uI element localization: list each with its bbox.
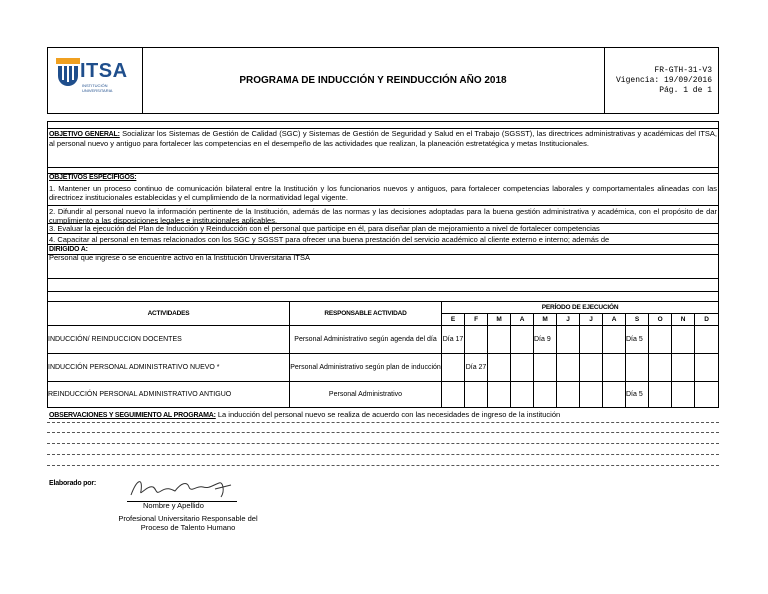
nombre-apellido: Nombre y Apellido <box>143 501 204 510</box>
activities-table <box>47 301 719 408</box>
month-cell <box>603 326 626 354</box>
border-left <box>47 121 48 301</box>
month-cell <box>603 382 626 408</box>
responsable-cell: Personal Administrativo según agenda del día <box>290 326 442 354</box>
col-actividades: ACTIVIDADES <box>48 302 290 326</box>
logo-subtext: INSTITUCIÓN UNIVERSITARIA <box>82 83 113 93</box>
month-header: N <box>672 314 695 326</box>
month-header: M <box>488 314 511 326</box>
objetivo-especifico-3: 3. Evaluar la ejecución del Plan de Inducción y Reinducción con el personal que participe en él, para diseñar plan de mejoramiento a nivel de fortalecer competencias <box>49 224 600 233</box>
objetivo-especifico-1: 1. Mantener un proceso continuo de comunicación bilateral entre la Institución y los funcionarios nuevos y antiguos, para fortalecer competencias laborales y comportamentales alineadas con las directricez institucionales establecidas y el cumplimiendo de la normatividad legal vigente. <box>49 184 717 202</box>
month-cell <box>557 354 580 382</box>
month-cell <box>695 326 719 354</box>
form-code: FR-GTH-31-V3 <box>654 66 712 75</box>
observaciones-label: OBSERVACIONES Y SEGUIMIENTO AL PROGRAMA: <box>49 412 216 419</box>
cargo-line-1: Profesional Universitario Responsable del <box>118 514 258 523</box>
logo-text: ITSA <box>80 60 128 82</box>
month-cell: Día 9 <box>534 326 557 354</box>
form-header <box>47 47 719 114</box>
month-cell <box>695 354 719 382</box>
month-cell <box>626 354 649 382</box>
divider <box>47 244 719 245</box>
cargo-line-2: Proceso de Talento Humano <box>140 523 236 532</box>
month-cell <box>649 326 672 354</box>
objetivo-general-label: OBJETIVO GENERAL: <box>49 131 120 138</box>
divider <box>47 291 719 292</box>
month-cell <box>672 382 695 408</box>
month-header: O <box>649 314 672 326</box>
itsa-emblem-icon <box>54 58 82 88</box>
month-header: F <box>465 314 488 326</box>
month-cell <box>465 382 488 408</box>
form-title: PROGRAMA DE INDUCCIÓN Y REINDUCCIÓN AÑO 2018 <box>239 75 507 86</box>
month-cell: Día 5 <box>626 382 649 408</box>
dashed-line <box>47 465 719 466</box>
divider <box>47 167 719 168</box>
divider <box>47 121 719 122</box>
signature-image <box>127 475 237 501</box>
dashed-line <box>47 443 719 444</box>
dashed-line <box>47 432 719 433</box>
month-cell <box>511 382 534 408</box>
month-cell: Día 27 <box>465 354 488 382</box>
dirigido-text: Personal que ingrese o se encuentre activo en la Institución Universitaria ITSA <box>49 253 310 262</box>
month-cell <box>465 326 488 354</box>
col-periodo: PERÍODO DE EJECUCIÓN <box>442 302 719 314</box>
table-row <box>48 382 719 408</box>
month-header: M <box>534 314 557 326</box>
month-cell <box>603 354 626 382</box>
responsable-cell: Personal Administrativo <box>290 382 442 408</box>
table-row <box>48 326 719 354</box>
objetivo-general <box>49 129 717 148</box>
month-cell <box>672 326 695 354</box>
month-cell: Día 17 <box>442 326 465 354</box>
month-cell <box>557 326 580 354</box>
month-header: A <box>511 314 534 326</box>
divider <box>47 233 719 234</box>
month-cell <box>580 354 603 382</box>
dashed-line <box>47 422 719 423</box>
actividad-cell: REINDUCCIÓN PERSONAL ADMINISTRATIVO ANTIGUO <box>48 382 290 408</box>
objetivo-especifico-4: 4. Capacitar al personal en temas relacionados con los SGC y SGSST para ofrecer una buena prestación del servicio académico al cliente externo e interno; además de <box>49 235 610 244</box>
divider <box>47 278 719 279</box>
month-header: J <box>557 314 580 326</box>
month-cell <box>672 354 695 382</box>
dashed-line <box>47 454 719 455</box>
actividad-cell: INDUCCIÓN/ REINDUCCION DOCENTES <box>48 326 290 354</box>
objetivo-especifico-2: 2. Difundir al personal nuevo la información pertinente de la Institución, además de las normas y las decisiones adoptadas para la buena gestión administrativa y académica, con el propósito de dar cumplimiento a las disposiciones legales e institucionales aplicables. <box>49 207 717 225</box>
form-vigencia: Vigencia: 19/09/2016 <box>615 76 712 85</box>
observaciones-text: La inducción del personal nuevo se realiza de acuerdo con las necesidades de ingreso de la institución <box>215 410 561 419</box>
form-code-box <box>604 48 718 113</box>
month-cell <box>442 354 465 382</box>
month-cell <box>488 382 511 408</box>
month-header: S <box>626 314 649 326</box>
col-responsable: RESPONSABLE ACTIVIDAD <box>290 302 442 326</box>
month-cell <box>580 326 603 354</box>
month-cell <box>534 354 557 382</box>
month-cell <box>695 382 719 408</box>
month-cell <box>511 326 534 354</box>
observaciones <box>49 410 717 420</box>
objetivos-especificos-label: OBJETIVOS ESPECIFIGOS: <box>49 174 137 181</box>
responsable-cell: Personal Administrativo según plan de inducción <box>290 354 442 382</box>
month-header: A <box>603 314 626 326</box>
actividad-cell: INDUCCIÓN PERSONAL ADMINISTRATIVO NUEVO * <box>48 354 290 382</box>
form-page: Pág. 1 de 1 <box>659 86 712 95</box>
itsa-logo <box>48 48 143 113</box>
month-cell <box>534 382 557 408</box>
month-header: D <box>695 314 719 326</box>
month-header: J <box>580 314 603 326</box>
table-row <box>48 354 719 382</box>
elaborado-label: Elaborado por: <box>49 480 96 487</box>
dirigido-label: DIRIGIDO A: <box>49 246 88 253</box>
divider <box>47 173 719 174</box>
month-cell <box>511 354 534 382</box>
month-cell <box>488 354 511 382</box>
month-cell <box>649 354 672 382</box>
objetivo-general-text: Socializar los Sistemas de Gestión de Calidad (SGC) y Sistemas de Gestión de Seguridad y Salud en el Trabajo (SGSST), las directrices administrativas y académicas del ITSA, al personal nuevo y antiguo para fortalecer las competencias en el desempeño de las actividades que realizan, la planeación estretatégica y metas Institucionales. <box>49 129 717 148</box>
month-cell: Día 5 <box>626 326 649 354</box>
month-header: E <box>442 314 465 326</box>
month-cell <box>488 326 511 354</box>
border-right <box>718 121 719 301</box>
divider <box>47 205 719 206</box>
month-cell <box>557 382 580 408</box>
month-cell <box>649 382 672 408</box>
month-cell <box>580 382 603 408</box>
month-cell <box>442 382 465 408</box>
